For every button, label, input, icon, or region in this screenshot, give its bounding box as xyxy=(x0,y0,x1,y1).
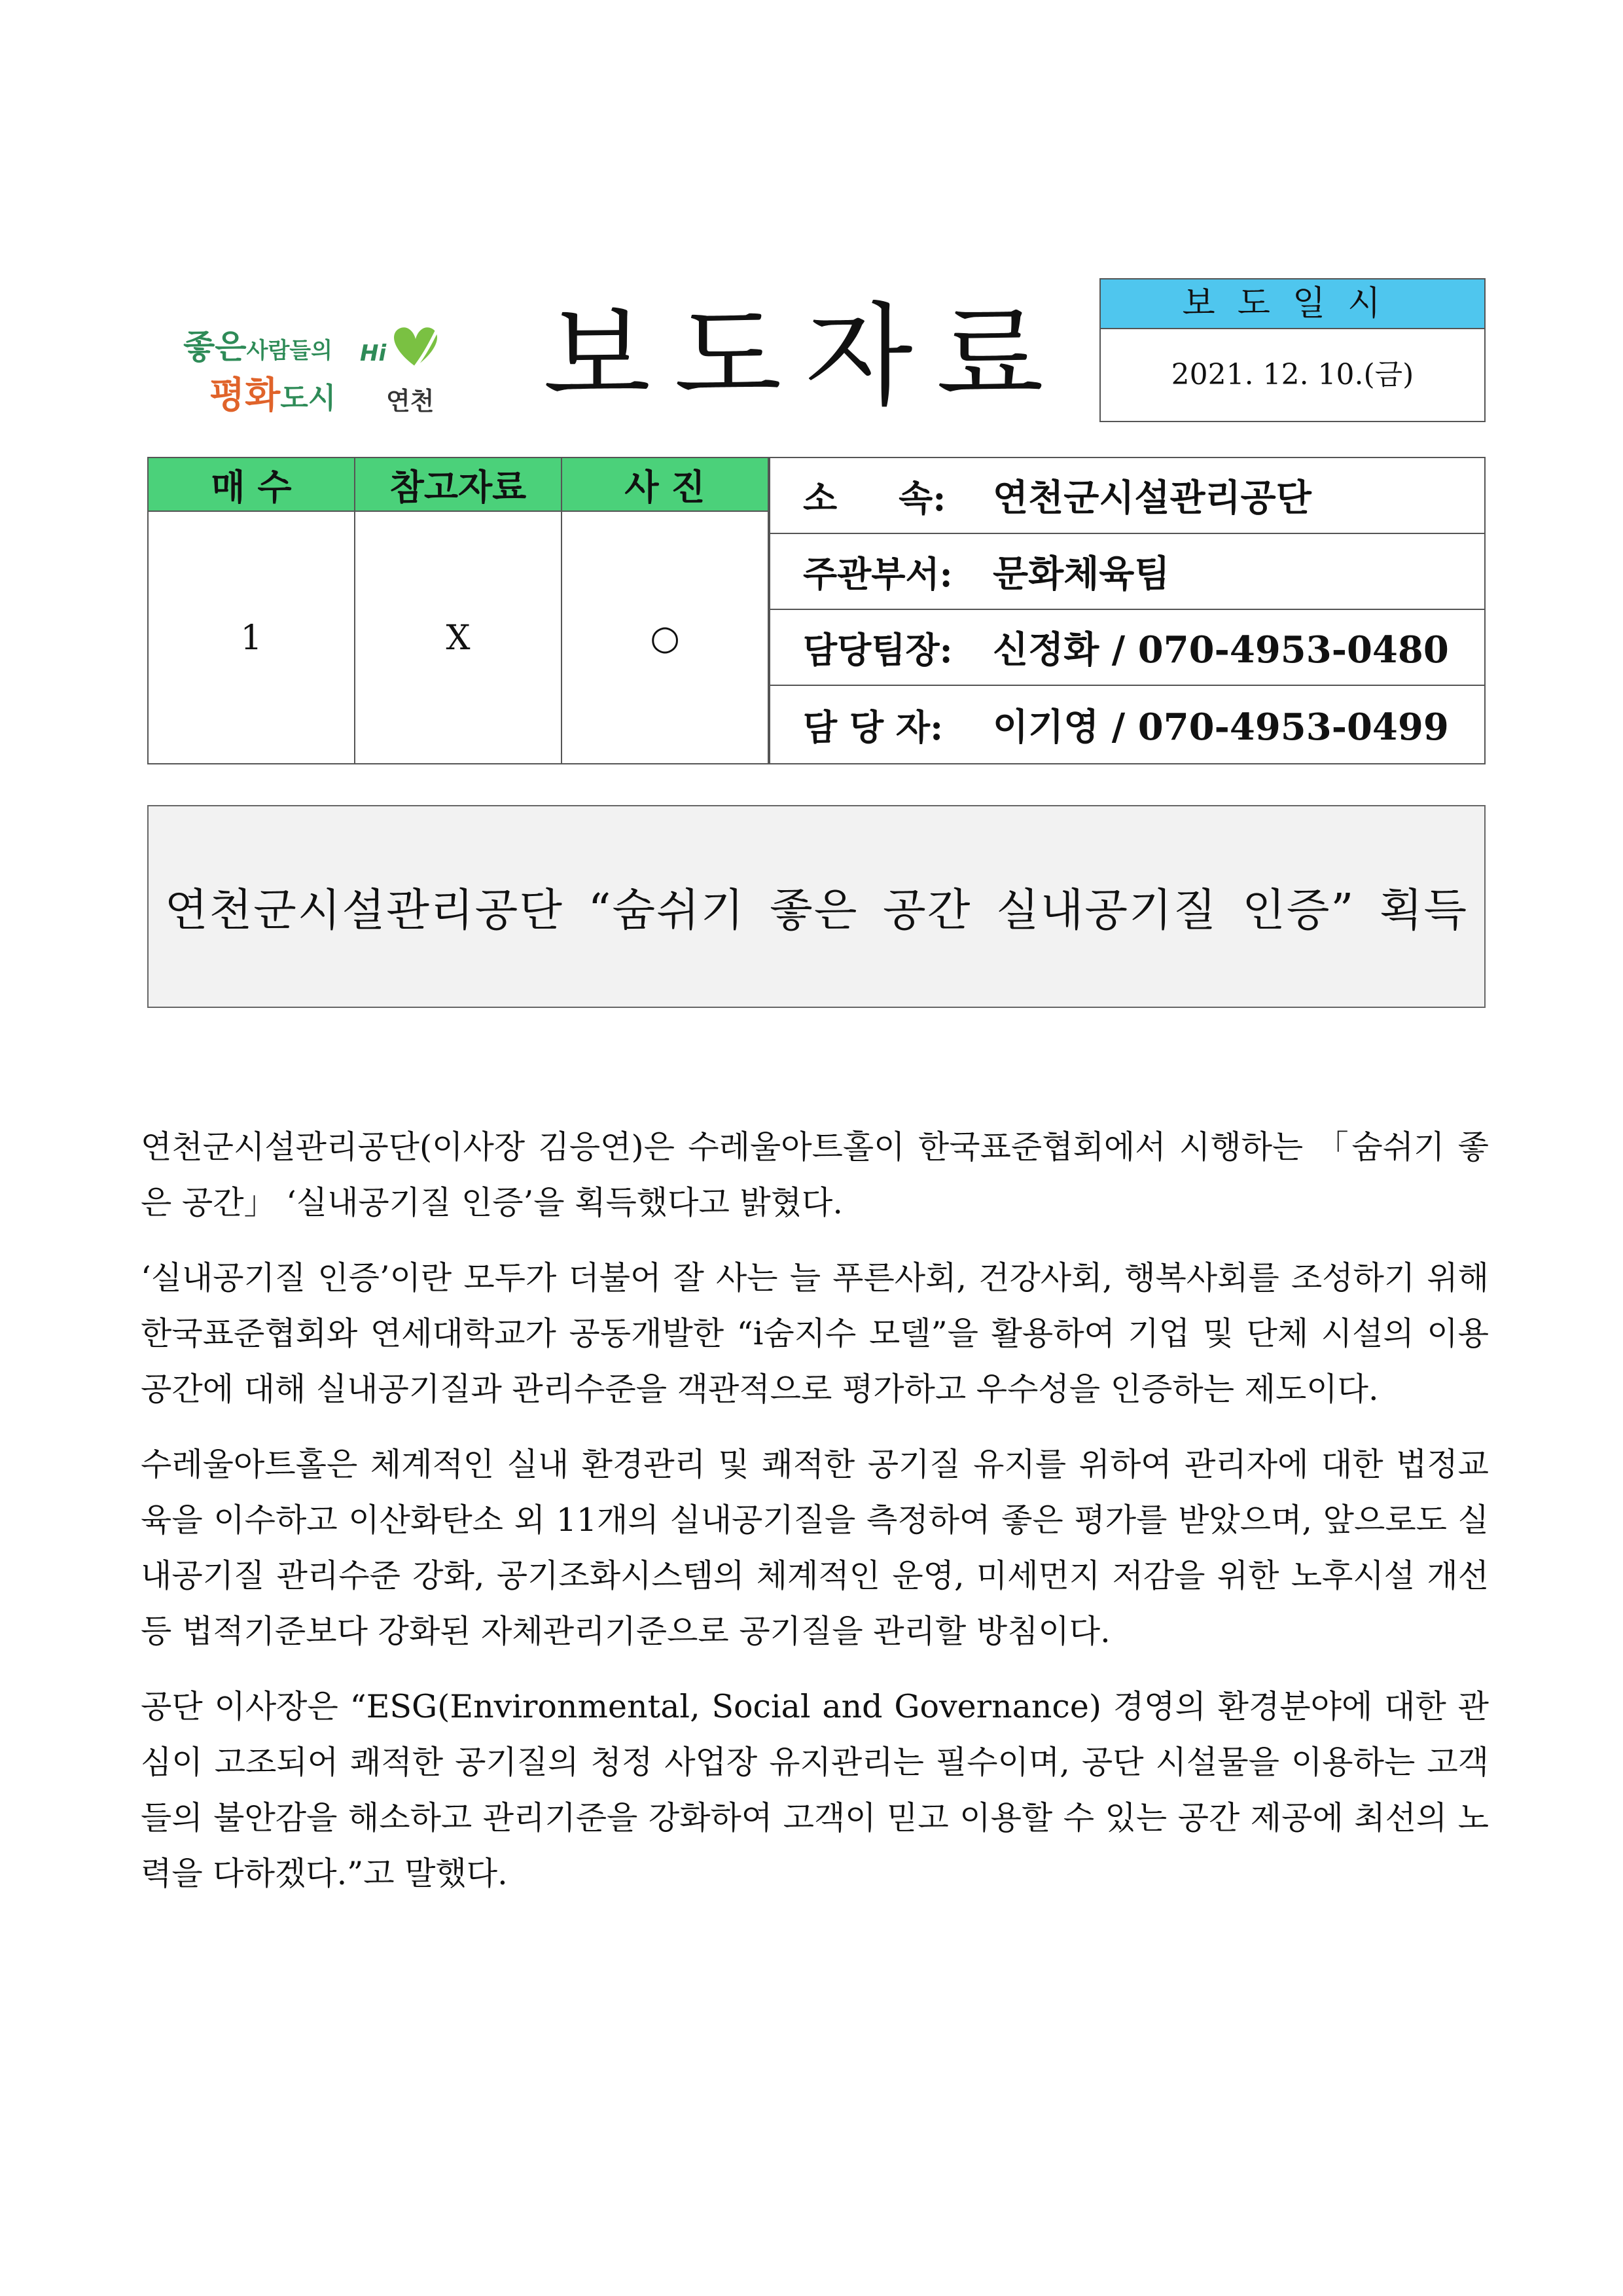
header-pages: 매 수 xyxy=(149,458,355,511)
leaf-heart-icon xyxy=(386,321,445,373)
logo-text: 도시 xyxy=(280,382,336,415)
header-references: 참고자료 xyxy=(355,458,562,511)
article-body xyxy=(141,1119,1489,1921)
paragraph: 수레울아트홀은 체계적인 실내 환경관리 및 쾌적한 공기질 유지를 위하여 관리자에 대한 법정교육을 이수하고 이산화탄소 외 11개의 실내공기질을 측정하여 좋은 평가를 받았으며, 앞으로도 실내공기질 관리수준 강화, 공기조화시스템의 체계적인 운영, 미세먼지 저감을 위한 노후시설 개선 등 법적기준보다 강화된 자체관리기준으로 공기질을 관리할 방침이다. xyxy=(141,1446,1489,1650)
table-row xyxy=(149,512,768,764)
logo-text: 평화 xyxy=(209,374,281,417)
paragraph: ‘실내공기질 인증’이란 모두가 더불어 잘 사는 늘 푸른사회, 건강사회, 행복사회를 조성하기 위해 한국표준협회와 연세대학교가 공동개발한 “i숨지수 모델”을 활용하여 기업 및 단체 시설의 이용공간에 대해 실내공기질과 관리수준을 객관적으로 평가하고 우수성을 인증하는 제도이다. xyxy=(141,1259,1489,1408)
contact-key: 담당팀장: xyxy=(803,628,953,671)
page-title: 보도자료 xyxy=(543,292,1067,422)
paragraph: 공단 이사장은 “ESG(Environmental, Social and Governance) 경영의 환경분야에 대한 관심이 고조되어 쾌적한 공기질의 청정 사업장 유지관리는 필수이며, 공단 시설물을 이용하는 고객들의 불안감을 해소하고 관리기준을 강화하여 고객이 믿고 이용할 수 있는 공간 제공에 최선의 노력을 다하겠다.”고 말했다. xyxy=(141,1688,1489,1892)
release-date-label: 보도일시 xyxy=(1101,279,1484,329)
contact-value: 문화체육팀 xyxy=(993,552,1170,596)
value-photos: ○ xyxy=(650,619,680,658)
logo-text: 사람들의 xyxy=(246,338,332,364)
header-photos: 사 진 xyxy=(624,465,705,508)
contact-row-department xyxy=(770,534,1484,610)
logo-slogan-line1 xyxy=(183,321,332,368)
contact-row-team-lead xyxy=(770,610,1484,686)
headline-box xyxy=(147,805,1486,1008)
logo-hi: Hi xyxy=(360,340,387,367)
logo-city-name: 연천 xyxy=(386,387,435,416)
value-references: X xyxy=(355,512,562,764)
paragraph: 연천군시설관리공단(이사장 김응연)은 수레울아트홀이 한국표준협회에서 시행하는 「숨쉬기 좋은 공간」 ‘실내공기질 인증’을 획득했다고 밝혔다. xyxy=(141,1128,1489,1221)
logo-slogan-line2 xyxy=(209,367,336,419)
contact-value: 신정화 / 070-4953-0480 xyxy=(993,628,1449,672)
release-date-value: 2021. 12. 10.(금) xyxy=(1171,358,1414,391)
release-date-box xyxy=(1099,278,1486,422)
city-logo xyxy=(177,314,458,425)
contact-key: 소 속: xyxy=(803,476,946,519)
contact-row-affiliation xyxy=(770,458,1484,534)
attachment-count-table xyxy=(147,457,769,764)
contact-key: 주관부서: xyxy=(803,552,953,595)
contact-key: 담 당 자: xyxy=(803,706,944,748)
contact-value: 이기영 / 070-4953-0499 xyxy=(993,706,1449,749)
value-pages: 1 xyxy=(149,512,355,764)
table-header-row xyxy=(149,458,768,512)
logo-text: 좋은 xyxy=(183,328,247,366)
headline: 연천군시설관리공단 “숨쉬기 좋은 공간 실내공기질 인증” 획득 xyxy=(164,884,1469,937)
contact-row-person-in-charge xyxy=(770,686,1484,763)
contact-value: 연천군시설관리공단 xyxy=(993,476,1311,520)
contact-info-table xyxy=(769,457,1486,764)
